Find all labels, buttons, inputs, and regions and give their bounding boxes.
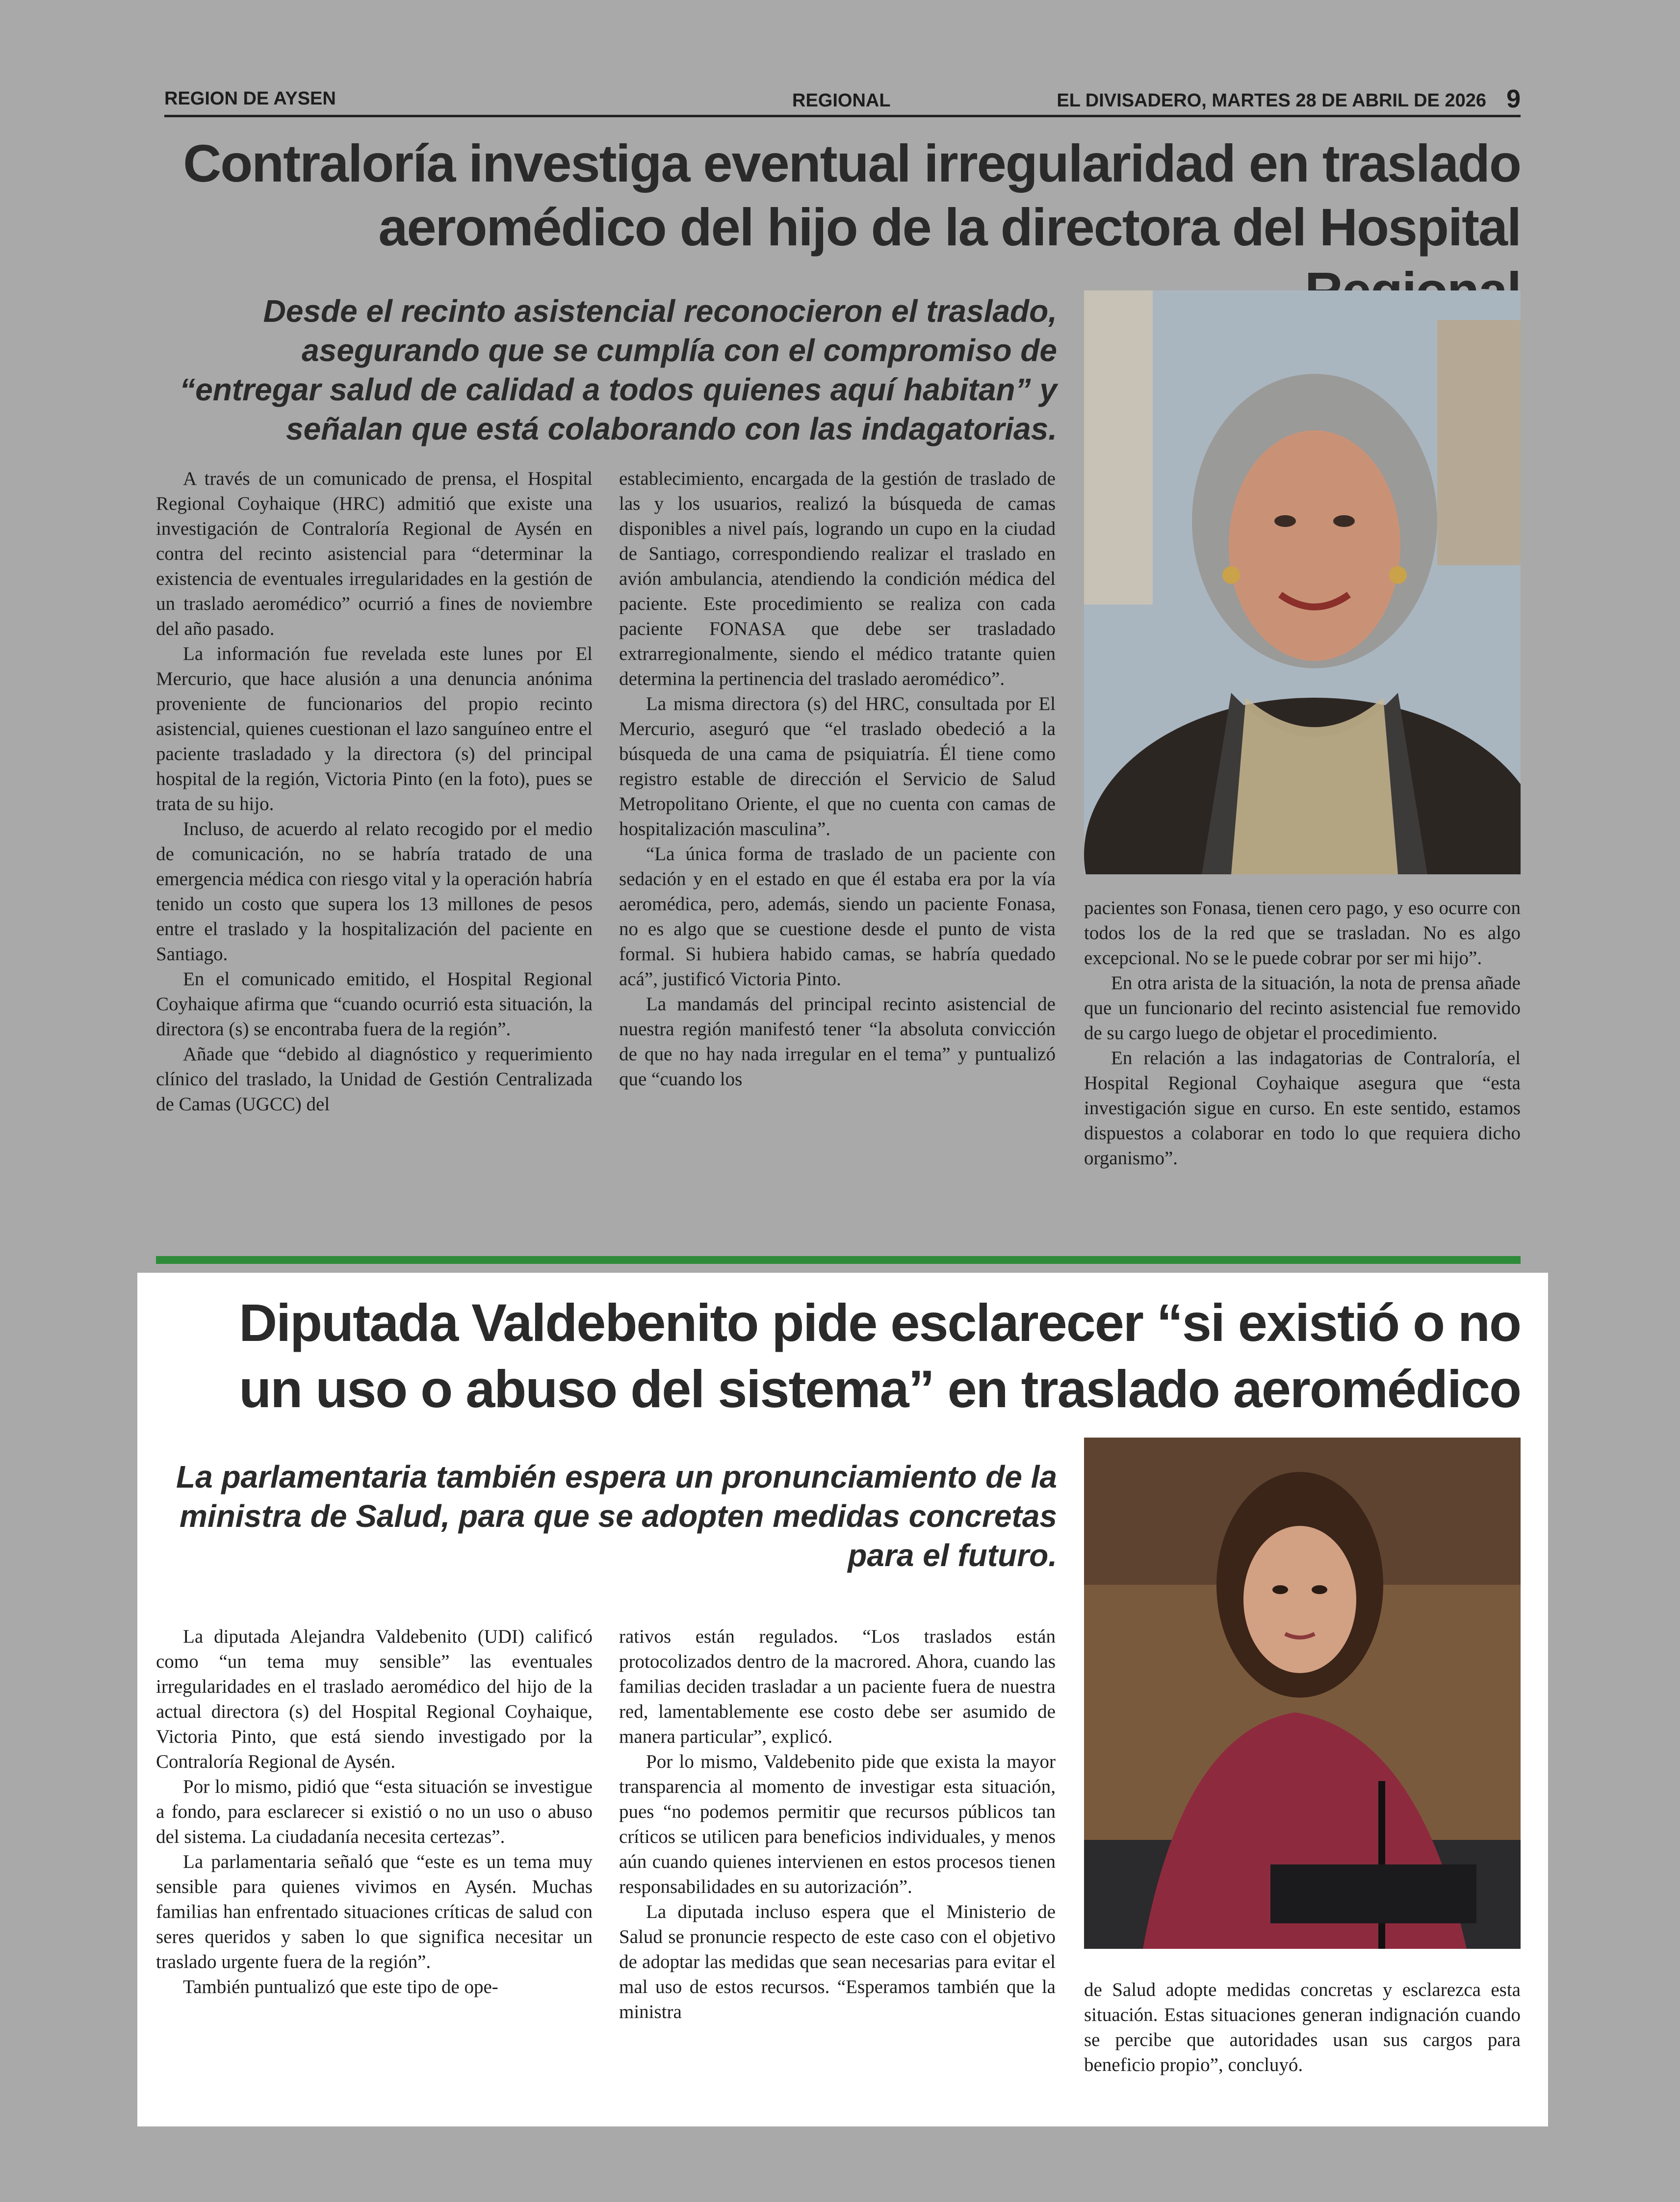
- paragraph: Por lo mismo, pidió que “esta situación se investigue a fondo, para esclarecer si existió o no un uso o abuso del sistema. La ciudadanía necesita certezas”.: [156, 1776, 593, 1847]
- paragraph: La diputada Alejandra Valdebenito (UDI) calificó como “un tema muy sensible” las eventuales irregularidades en el traslado aeromédico del hijo de la actual directora (s) del Hospital Regional Coyhaique, Victoria Pinto, que está siendo investigado por la Contraloría Regional de Aysén.: [156, 1626, 593, 1772]
- paragraph: pacientes son Fonasa, tienen cero pago, y eso ocurre con todos los de la red que se trasladan. No es algo excepcional. No se le puede cobrar por ser mi hijo”.: [1084, 897, 1521, 969]
- paragraph: “La única forma de traslado de un paciente con sedación y en el estado en que él estaba era por la vía aeromédica, pero, además, siendo un paciente Fonasa, no es algo que se cuestione desde el punto de vista formal. Si hubiera habido camas, se habría quedado acá”, justificó Victoria Pinto.: [619, 843, 1056, 990]
- paragraph: Incluso, de acuerdo al relato recogido por el medio de comunicación, no se habría tratado de una emergencia médica con riesgo vital y la operación habría tenido un costo que supera los 13 millones de pesos entre el traslado y la hospitalización del paciente en Santiago.: [156, 818, 593, 965]
- article2-headline-line2: un uso o abuso del sistema” en traslado aeromédico: [239, 1359, 1521, 1418]
- paragraph: En relación a las indagatorias de Contraloría, el Hospital Regional Coyhaique asegura que “esta investigación sigue en curso. En este sentido, estamos dispuestos a colaborar en todo lo que requiera dicho organismo”.: [1084, 1048, 1521, 1169]
- article2-column-3: [1084, 1977, 1521, 2077]
- paragraph: También puntualizó que este tipo de ope-: [183, 1976, 498, 1997]
- paragraph: La información fue revelada este lunes por El Mercurio, que hace alusión a una denuncia anónima proveniente de funcionarios del propio recinto asistencial, quienes cuestionan el lazo sanguíneo entre el paciente trasladado y la directora (s) del principal hospital de la región, Victoria Pinto (en la foto), pues se trata de su hijo.: [156, 643, 593, 814]
- page-number: 9: [1506, 85, 1521, 113]
- page-folio: [164, 84, 1521, 117]
- paragraph: Por lo mismo, Valdebenito pide que exista la mayor transparencia al momento de investigar esta situación, pues “no podemos permitir que recursos públicos tan críticos se utilicen para beneficios individuales, y menos aún cuando quienes intervienen en estos procesos tienen responsabilidades en su autorización”.: [619, 1751, 1056, 1897]
- article1-column-3: [1084, 895, 1521, 1171]
- section-divider-rule: [156, 1256, 1521, 1264]
- paragraph: La diputada incluso espera que el Ministerio de Salud se pronuncie respecto de este caso con el objetivo de adoptar las medidas que sean necesarias para evitar el mal uso de estos recursos. “Esperamos también que la ministra: [619, 1901, 1056, 2022]
- article2-photo-diputada: [1084, 1438, 1521, 1949]
- paragraph: rativos están regulados. “Los traslados están protocolizados dentro de la macrored. Ahora, cuando las familias deciden trasladar a un paciente fuera de nuestra red, lamentablemente ese costo debe ser asumido de manera particular”, explicó.: [619, 1626, 1056, 1747]
- section-center-label: REGIONAL: [792, 90, 891, 111]
- article1-column-2: [619, 466, 1056, 1092]
- article1-photo-victoria-pinto: [1084, 290, 1521, 874]
- portrait-illustration-2: [1084, 1438, 1521, 1949]
- article2-headline-line1: Diputada Valdebenito pide esclarecer “si existió o no: [239, 1293, 1521, 1352]
- article1-deck: Desde el recinto asistencial reconocieron el traslado, asegurando que se cumplía con el compromiso de “entregar salud de calidad a todos quienes aquí habitan” y señalan que está colaborando con las indagatorias.: [180, 293, 1057, 446]
- section-label: REGION DE AYSEN: [164, 88, 336, 109]
- paragraph: La parlamentaria señaló que “este es un tema muy sensible para quienes vivimos en Aysén. Muchas familias han enfrentado situaciones críticas de salud con seres queridos y saben lo que significa necesitar un traslado urgente fuera de la región”.: [156, 1851, 593, 1972]
- paragraph: establecimiento, encargada de la gestión de traslado de las y los usuarios, realizó la búsqueda de camas disponibles a nivel país, logrando un cupo en la ciudad de Santiago, correspondiendo realizar el traslado en avión ambulancia, atendiendo la condición médica del paciente. Este procedimiento se realiza con cada paciente FONASA que debe ser trasladado extrarregionalmente, siendo el médico tratante quien determina la pertinencia del traslado aeromédico”.: [619, 468, 1056, 689]
- paragraph: En otra arista de la situación, la nota de prensa añade que un funcionario del recinto asistencial fue removido de su cargo luego de objetar el procedimiento.: [1084, 972, 1521, 1044]
- portrait-illustration-1: [1084, 290, 1521, 874]
- paragraph: Añade que “debido al diagnóstico y requerimiento clínico del traslado, la Unidad de Gestión Centralizada de Camas (UGCC) del: [156, 1044, 593, 1115]
- paragraph: A través de un comunicado de prensa, el Hospital Regional Coyhaique (HRC) admitió que existe una investigación de Contraloría Regional de Aysén en contra del recinto asistencial para “determinar la existencia de eventuales irregularidades en la gestión de un traslado aeromédico” ocurrió a fines de noviembre del año pasado.: [156, 468, 593, 639]
- paragraph: La misma directora (s) del HRC, consultada por El Mercurio, aseguró que “el traslado obedeció a la búsqueda de una cama de psiquiatría. Él tiene como registro estable de dirección el Servicio de Salud Metropolitano Oriente, el que no cuenta con camas de hospitalización masculina”.: [619, 693, 1056, 839]
- article2-headline: [164, 1289, 1521, 1422]
- article1-column-1: [156, 466, 593, 1117]
- paragraph: En el comunicado emitido, el Hospital Regional Coyhaique afirma que “cuando ocurrió esta situación, la directora (s) se encontraba fuera de la región”.: [156, 969, 593, 1040]
- article1-headline-line2: aeromédico del hijo de la directora del Hospital: [378, 197, 1521, 257]
- paragraph: La mandamás del principal recinto asistencial de nuestra región manifestó tener “la absoluta convicción de que no hay nada irregular en el tema” y puntualizó que “cuando los: [619, 994, 1056, 1090]
- article2-deck: La parlamentaria también espera un pronunciamiento de la ministra de Salud, para que se adopten medidas concretas para el futuro.: [176, 1459, 1057, 1573]
- article2-column-1: [156, 1624, 593, 1999]
- masthead-date: EL DIVISADERO, MARTES 28 DE ABRIL DE 2026: [1057, 90, 1486, 111]
- article2-column-2: [619, 1624, 1056, 2024]
- paragraph: de Salud adopte medidas concretas y esclarezca esta situación. Estas situaciones generan indignación cuando se percibe que autoridades usan sus cargos para beneficio propio”, concluyó.: [1084, 1979, 1521, 2075]
- article1-headline-line1: Contraloría investiga eventual irregularidad en traslado: [183, 133, 1521, 193]
